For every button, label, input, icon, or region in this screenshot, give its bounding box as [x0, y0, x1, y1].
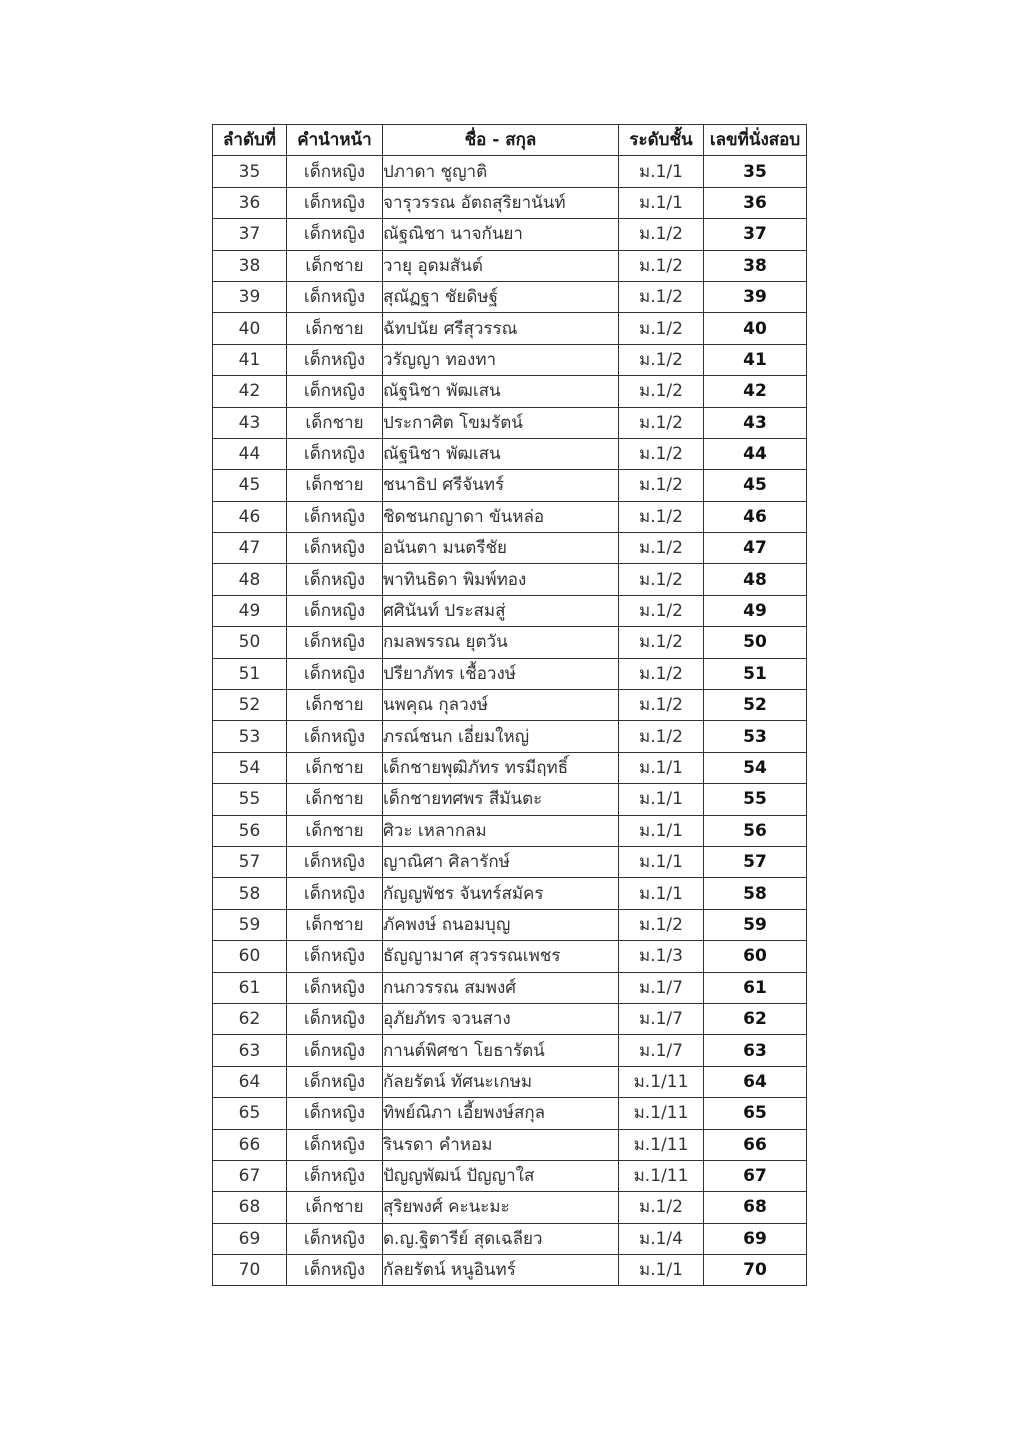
row-prefix: เด็กหญิง — [287, 878, 383, 909]
row-prefix: เด็กหญิง — [287, 344, 383, 375]
table-row — [213, 815, 807, 846]
row-prefix: เด็กหญิง — [287, 1066, 383, 1097]
row-name: กานต์พิศชา โยธารัตน์ — [383, 1035, 619, 1066]
row-name: สุณัฏฐา ชัยดิษฐ์ — [383, 281, 619, 312]
row-prefix: เด็กชาย — [287, 752, 383, 783]
row-level: ม.1/2 — [619, 407, 704, 438]
row-level: ม.1/1 — [619, 878, 704, 909]
row-prefix: เด็กชาย — [287, 1192, 383, 1223]
row-order: 37 — [213, 219, 287, 250]
row-prefix: เด็กหญิง — [287, 658, 383, 689]
row-prefix: เด็กหญิง — [287, 187, 383, 218]
row-level: ม.1/7 — [619, 972, 704, 1003]
row-level: ม.1/11 — [619, 1160, 704, 1191]
row-prefix: เด็กหญิง — [287, 533, 383, 564]
row-level: ม.1/1 — [619, 187, 704, 218]
row-seat: 63 — [704, 1035, 807, 1066]
row-level: ม.1/2 — [619, 595, 704, 626]
row-prefix: เด็กหญิง — [287, 1129, 383, 1160]
row-prefix: เด็กหญิง — [287, 1098, 383, 1129]
table-row — [213, 846, 807, 877]
row-order: 40 — [213, 313, 287, 344]
row-level: ม.1/2 — [619, 1192, 704, 1223]
row-seat: 67 — [704, 1160, 807, 1191]
row-seat: 44 — [704, 438, 807, 469]
row-seat: 37 — [704, 219, 807, 250]
table-row — [213, 470, 807, 501]
row-name: กัญญพัชร จันทร์สมัคร — [383, 878, 619, 909]
row-order: 65 — [213, 1098, 287, 1129]
row-name: ประกาศิต โขมรัตน์ — [383, 407, 619, 438]
row-order: 55 — [213, 784, 287, 815]
table-row — [213, 344, 807, 375]
table-row — [213, 313, 807, 344]
row-order: 63 — [213, 1035, 287, 1066]
row-name: ด.ญ.ฐิตารีย์ สุดเฉลียว — [383, 1223, 619, 1254]
row-seat: 70 — [704, 1255, 807, 1286]
row-prefix: เด็กหญิง — [287, 438, 383, 469]
row-seat: 38 — [704, 250, 807, 281]
row-seat: 50 — [704, 627, 807, 658]
row-name: เด็กชายพุฒิภัทร ทรมีฤทธิ์ — [383, 752, 619, 783]
row-name: ภรณ์ชนก เอี่ยมใหญ่ — [383, 721, 619, 752]
row-order: 53 — [213, 721, 287, 752]
row-order: 35 — [213, 156, 287, 187]
row-name: ณัฐณิชา นาจกันยา — [383, 219, 619, 250]
row-seat: 55 — [704, 784, 807, 815]
row-seat: 65 — [704, 1098, 807, 1129]
row-seat: 69 — [704, 1223, 807, 1254]
table-row — [213, 1255, 807, 1286]
table-body — [213, 156, 807, 1286]
row-seat: 51 — [704, 658, 807, 689]
row-order: 57 — [213, 846, 287, 877]
row-seat: 54 — [704, 752, 807, 783]
row-seat: 47 — [704, 533, 807, 564]
table-row — [213, 941, 807, 972]
table-row — [213, 187, 807, 218]
row-order: 47 — [213, 533, 287, 564]
row-order: 48 — [213, 564, 287, 595]
row-level: ม.1/7 — [619, 1035, 704, 1066]
table-row — [213, 1223, 807, 1254]
header-seat: เลขที่นั่งสอบ — [704, 125, 807, 156]
table-row — [213, 156, 807, 187]
row-prefix: เด็กหญิง — [287, 219, 383, 250]
row-name: ณัฐนิชา พัฒเสน — [383, 438, 619, 469]
row-name: ศิวะ เหลากลม — [383, 815, 619, 846]
row-order: 64 — [213, 1066, 287, 1097]
row-level: ม.1/2 — [619, 438, 704, 469]
row-name: วายุ อุดมสันต์ — [383, 250, 619, 281]
row-seat: 57 — [704, 846, 807, 877]
row-seat: 64 — [704, 1066, 807, 1097]
row-order: 44 — [213, 438, 287, 469]
row-seat: 40 — [704, 313, 807, 344]
row-order: 58 — [213, 878, 287, 909]
row-order: 62 — [213, 1003, 287, 1034]
row-level: ม.1/2 — [619, 313, 704, 344]
table-row — [213, 407, 807, 438]
row-name: กัลยรัตน์ หนูอินทร์ — [383, 1255, 619, 1286]
row-prefix: เด็กหญิง — [287, 1160, 383, 1191]
row-level: ม.1/1 — [619, 1255, 704, 1286]
row-prefix: เด็กชาย — [287, 909, 383, 940]
row-prefix: เด็กหญิง — [287, 595, 383, 626]
table-row — [213, 658, 807, 689]
row-order: 61 — [213, 972, 287, 1003]
row-name: นพคุณ กุลวงษ์ — [383, 690, 619, 721]
table-row — [213, 972, 807, 1003]
row-level: ม.1/2 — [619, 219, 704, 250]
table-row — [213, 219, 807, 250]
row-name: ปรียาภัทร เชื้อวงษ์ — [383, 658, 619, 689]
row-order: 69 — [213, 1223, 287, 1254]
row-seat: 62 — [704, 1003, 807, 1034]
row-level: ม.1/3 — [619, 941, 704, 972]
row-order: 42 — [213, 376, 287, 407]
row-order: 68 — [213, 1192, 287, 1223]
row-prefix: เด็กหญิง — [287, 1003, 383, 1034]
table-row — [213, 1066, 807, 1097]
table-row — [213, 501, 807, 532]
row-seat: 52 — [704, 690, 807, 721]
row-level: ม.1/2 — [619, 501, 704, 532]
header-order: ลำดับที่ — [213, 125, 287, 156]
table-row — [213, 533, 807, 564]
row-level: ม.1/7 — [619, 1003, 704, 1034]
row-order: 36 — [213, 187, 287, 218]
row-order: 56 — [213, 815, 287, 846]
row-order: 67 — [213, 1160, 287, 1191]
table-row — [213, 1160, 807, 1191]
table-row — [213, 784, 807, 815]
row-prefix: เด็กหญิง — [287, 941, 383, 972]
row-order: 43 — [213, 407, 287, 438]
row-name: ญาณิศา ศิลารักษ์ — [383, 846, 619, 877]
row-name: จารุวรรณ อัตถสุริยานันท์ — [383, 187, 619, 218]
row-prefix: เด็กชาย — [287, 470, 383, 501]
table-row — [213, 752, 807, 783]
row-prefix: เด็กชาย — [287, 784, 383, 815]
table-header-row — [213, 125, 807, 156]
table-row — [213, 721, 807, 752]
row-name: อนันตา มนตรีชัย — [383, 533, 619, 564]
row-level: ม.1/2 — [619, 281, 704, 312]
row-level: ม.1/11 — [619, 1098, 704, 1129]
row-level: ม.1/2 — [619, 250, 704, 281]
row-seat: 49 — [704, 595, 807, 626]
row-prefix: เด็กชาย — [287, 313, 383, 344]
row-prefix: เด็กหญิง — [287, 501, 383, 532]
row-seat: 61 — [704, 972, 807, 1003]
header-prefix: คำนำหน้า — [287, 125, 383, 156]
row-order: 38 — [213, 250, 287, 281]
row-order: 51 — [213, 658, 287, 689]
row-name: ปัญญพัฒน์ ปัญญาใส — [383, 1160, 619, 1191]
row-prefix: เด็กหญิง — [287, 281, 383, 312]
row-seat: 48 — [704, 564, 807, 595]
table-row — [213, 1003, 807, 1034]
exam-seating-table — [212, 124, 807, 1286]
row-level: ม.1/2 — [619, 376, 704, 407]
table-row — [213, 878, 807, 909]
table-row — [213, 1192, 807, 1223]
row-seat: 46 — [704, 501, 807, 532]
row-seat: 53 — [704, 721, 807, 752]
row-prefix: เด็กชาย — [287, 407, 383, 438]
table-row — [213, 1098, 807, 1129]
row-seat: 56 — [704, 815, 807, 846]
table-row — [213, 564, 807, 595]
table-row — [213, 1129, 807, 1160]
row-seat: 68 — [704, 1192, 807, 1223]
row-order: 46 — [213, 501, 287, 532]
row-level: ม.1/1 — [619, 846, 704, 877]
row-level: ม.1/2 — [619, 533, 704, 564]
row-name: สุริยพงศ์ คะนะมะ — [383, 1192, 619, 1223]
row-name: ณัฐนิชา พัฒเสน — [383, 376, 619, 407]
row-name: ศศินันท์ ประสมสู่ — [383, 595, 619, 626]
row-level: ม.1/2 — [619, 690, 704, 721]
row-order: 54 — [213, 752, 287, 783]
table-row — [213, 909, 807, 940]
table-row — [213, 438, 807, 469]
row-order: 60 — [213, 941, 287, 972]
row-prefix: เด็กหญิง — [287, 627, 383, 658]
row-prefix: เด็กหญิง — [287, 1255, 383, 1286]
row-level: ม.1/1 — [619, 815, 704, 846]
row-seat: 66 — [704, 1129, 807, 1160]
row-prefix: เด็กหญิง — [287, 156, 383, 187]
row-seat: 58 — [704, 878, 807, 909]
row-name: เด็กชายทศพร สีมันตะ — [383, 784, 619, 815]
row-name: ธัญญามาศ สุวรรณเพชร — [383, 941, 619, 972]
row-order: 70 — [213, 1255, 287, 1286]
row-order: 45 — [213, 470, 287, 501]
row-prefix: เด็กหญิง — [287, 1035, 383, 1066]
row-name: ชิดชนกญาดา ขันหล่อ — [383, 501, 619, 532]
row-seat: 35 — [704, 156, 807, 187]
table-row — [213, 627, 807, 658]
row-name: ฉัทปนัย ศรีสุวรรณ — [383, 313, 619, 344]
row-name: พาทินธิดา พิมพ์ทอง — [383, 564, 619, 595]
row-name: ปภาดา ชูญาติ — [383, 156, 619, 187]
row-order: 66 — [213, 1129, 287, 1160]
row-name: ภัคพงษ์ ถนอมบุญ — [383, 909, 619, 940]
row-name: กมลพรรณ ยุตวัน — [383, 627, 619, 658]
row-level: ม.1/4 — [619, 1223, 704, 1254]
row-order: 39 — [213, 281, 287, 312]
row-prefix: เด็กหญิง — [287, 972, 383, 1003]
row-seat: 39 — [704, 281, 807, 312]
row-level: ม.1/2 — [619, 909, 704, 940]
table-row — [213, 281, 807, 312]
row-prefix: เด็กชาย — [287, 815, 383, 846]
row-name: ชนาธิป ศรีจันทร์ — [383, 470, 619, 501]
row-prefix: เด็กหญิง — [287, 1223, 383, 1254]
row-seat: 60 — [704, 941, 807, 972]
row-level: ม.1/1 — [619, 156, 704, 187]
row-order: 49 — [213, 595, 287, 626]
table-row — [213, 595, 807, 626]
row-name: วรัญญา ทองทา — [383, 344, 619, 375]
row-level: ม.1/2 — [619, 344, 704, 375]
row-prefix: เด็กชาย — [287, 250, 383, 281]
row-seat: 45 — [704, 470, 807, 501]
row-seat: 43 — [704, 407, 807, 438]
row-prefix: เด็กหญิง — [287, 564, 383, 595]
row-level: ม.1/11 — [619, 1066, 704, 1097]
row-level: ม.1/2 — [619, 627, 704, 658]
row-seat: 42 — [704, 376, 807, 407]
row-prefix: เด็กหญิง — [287, 846, 383, 877]
row-seat: 41 — [704, 344, 807, 375]
row-name: ทิพย์ณิภา เอี้ยพงษ์สกุล — [383, 1098, 619, 1129]
row-level: ม.1/2 — [619, 564, 704, 595]
table-row — [213, 1035, 807, 1066]
row-name: กนกวรรณ สมพงศ์ — [383, 972, 619, 1003]
row-level: ม.1/11 — [619, 1129, 704, 1160]
table-row — [213, 690, 807, 721]
row-order: 52 — [213, 690, 287, 721]
header-name: ชื่อ - สกุล — [383, 125, 619, 156]
row-level: ม.1/1 — [619, 752, 704, 783]
row-level: ม.1/2 — [619, 658, 704, 689]
row-level: ม.1/1 — [619, 784, 704, 815]
header-level: ระดับชั้น — [619, 125, 704, 156]
row-prefix: เด็กชาย — [287, 690, 383, 721]
row-name: รินรดา คำหอม — [383, 1129, 619, 1160]
table-row — [213, 376, 807, 407]
row-name: กัลยรัตน์ ทัศนะเกษม — [383, 1066, 619, 1097]
row-prefix: เด็กหญิง — [287, 376, 383, 407]
row-name: อุภัยภัทร จวนสาง — [383, 1003, 619, 1034]
row-order: 59 — [213, 909, 287, 940]
row-level: ม.1/2 — [619, 721, 704, 752]
row-order: 50 — [213, 627, 287, 658]
row-seat: 36 — [704, 187, 807, 218]
row-seat: 59 — [704, 909, 807, 940]
row-prefix: เด็กหญิง — [287, 721, 383, 752]
row-level: ม.1/2 — [619, 470, 704, 501]
row-order: 41 — [213, 344, 287, 375]
table-row — [213, 250, 807, 281]
